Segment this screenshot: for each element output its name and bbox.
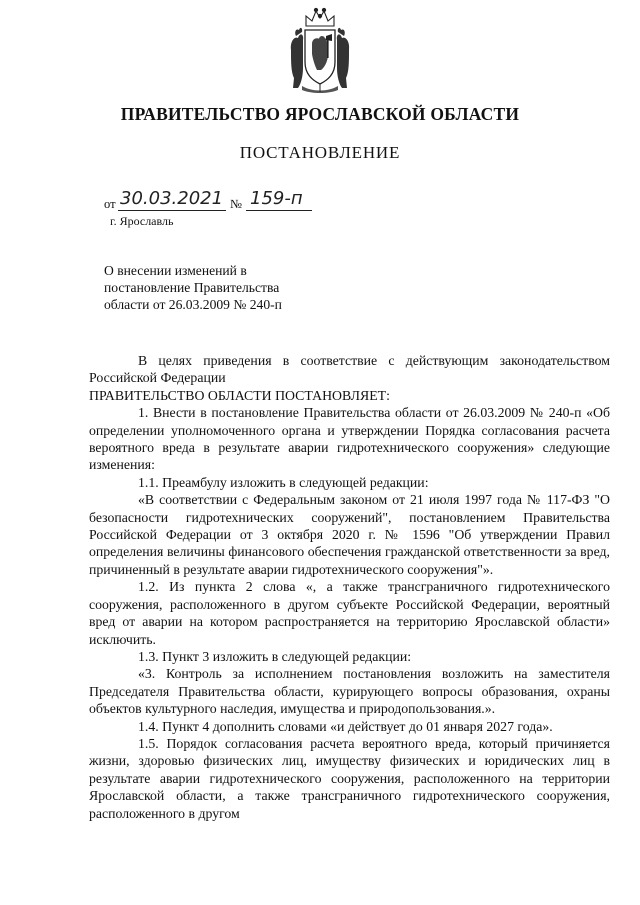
body-paragraph: 1.3. Пункт 3 изложить в следующей редакции: — [138, 648, 412, 664]
body-paragraph: 1. Внести в постановление Правительства области от 26.03.2009 № 240-п «Об определении уполномоченного органа и утверждении Порядка согласования расчета вероятного вреда в результате аварии гидротехнического сооружения» следующие изменения: — [89, 405, 610, 473]
date-underline — [118, 210, 226, 211]
body-paragraph: 1.1. Преамбулу изложить в следующей редакции: — [138, 474, 429, 490]
document-type: ПОСТАНОВЛЕНИЕ — [239, 143, 401, 162]
body-paragraph: «В соответствии с Федеральным законом от 21 июля 1997 года № 117-ФЗ "О безопасности гидротехнических сооружений", постановлением Правительства Российской Федерации от 3 октября 2020 г. № 1596 "Об утверждении Правил определения величины финансового обеспечения гражданской ответственности за вред, причиненный в результате аварии гидротехнического сооружения"». — [89, 492, 610, 577]
document-body — [89, 352, 610, 822]
body-paragraph: «3. Контроль за исполнением постановления возложить на заместителя Председателя Правительства области, курирующего вопросы образования, охраны объектов культурного наследия, имущества и природопользования.». — [89, 666, 610, 717]
government-title: ПРАВИТЕЛЬСТВО ЯРОСЛАВСКОЙ ОБЛАСТИ — [120, 104, 520, 124]
resolution-heading: ПРАВИТЕЛЬСТВО ОБЛАСТИ ПОСТАНОВЛЯЕТ: — [89, 387, 390, 403]
body-paragraph: 1.4. Пункт 4 дополнить словами «и действует до 01 января 2027 года». — [138, 718, 553, 734]
subject-line: О внесении изменений в — [104, 263, 247, 278]
yaroslavl-oblast-coat-of-arms-icon — [288, 6, 352, 94]
body-paragraph: В целях приведения в соответствие с действующим законодательством Российской Федерации — [89, 353, 610, 386]
number-label: № — [230, 197, 242, 211]
body-paragraph: 1.2. Из пункта 2 слова «, а также трансграничного гидротехнического сооружения, расположенного в другом субъекте Российской Федерации, вероятный вред от аварии на котором распространяется на территорию Ярославской области» исключить. — [89, 579, 610, 647]
city-label: г. Ярославль — [110, 214, 174, 228]
date-handwritten: 30.03.2021 — [120, 188, 224, 209]
body-paragraph: 1.5. Порядок согласования расчета вероятного вреда, который причиняется жизни, здоровью физических лиц, имуществу физических и юридических лиц в результате аварии гидротехнического сооружения, расположенного на территории Ярославской области, а также трансграничного гидротехнического сооружения, расположенного в другом — [89, 735, 610, 821]
subject-line: постановление Правительства — [104, 280, 280, 295]
number-underline — [246, 210, 312, 211]
subject-line: области от 26.03.2009 № 240-п — [104, 297, 282, 312]
document-subject — [104, 262, 344, 313]
number-handwritten: 159-п — [250, 188, 303, 209]
date-from-label: от — [104, 197, 116, 211]
dateline — [104, 188, 424, 214]
